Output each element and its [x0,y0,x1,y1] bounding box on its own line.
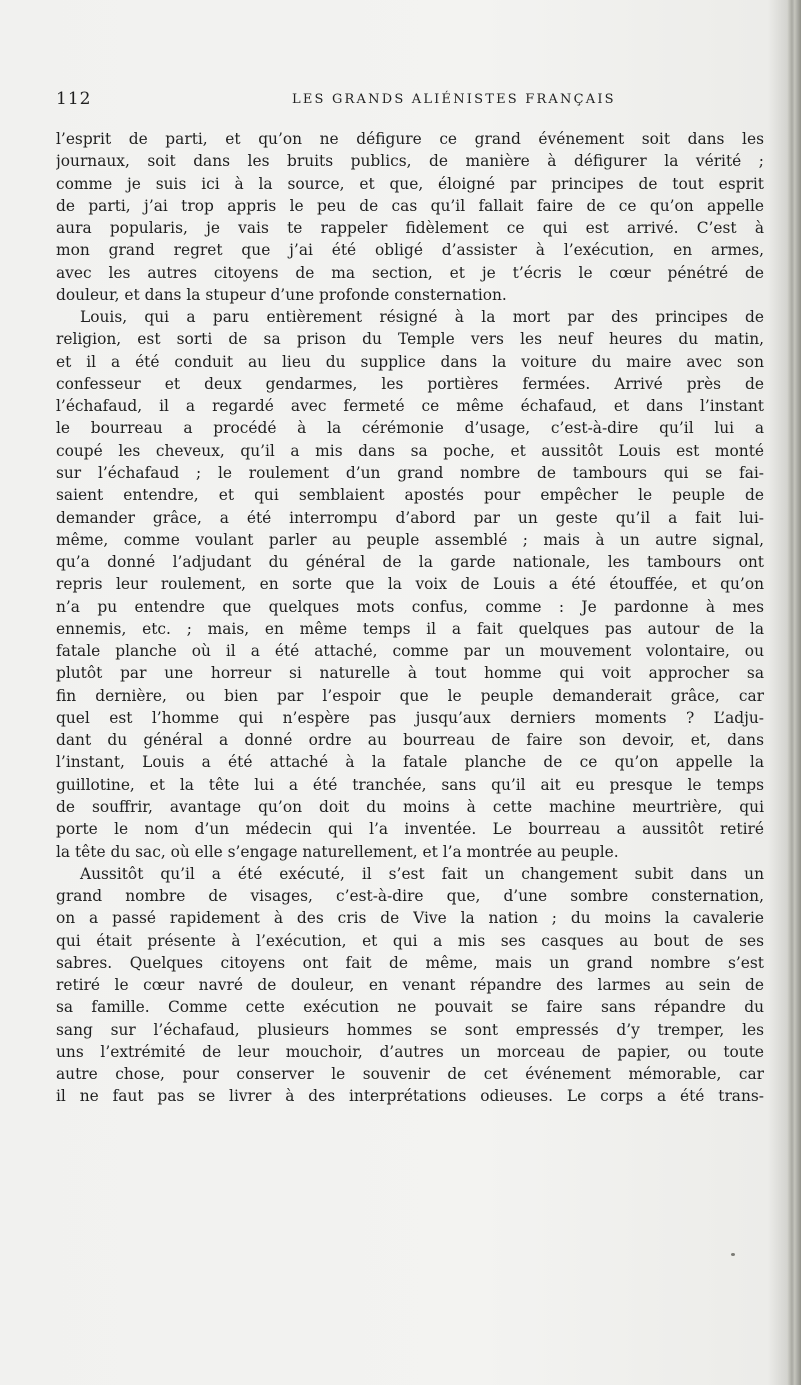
text-line: saient entendre, et qui semblaient apostés pour empêcher le peuple de [56,486,764,505]
text-line: retiré le cœur navré de douleur, en venant répandre des larmes au sein de [56,976,764,995]
text-line: Aussitôt qu’il a été exécuté, il s’est fait un changement subit dans un [80,864,764,883]
body-text [56,128,764,1108]
text-line: plutôt par une horreur si naturelle à tout homme qui voit approcher sa [56,664,764,683]
text-line: fatale planche où il a été attaché, comme par un mouvement volontaire, ou [56,642,764,661]
text-line: confesseur et deux gendarmes, les portières fermées. Arrivé près de [56,374,764,393]
text-line: et il a été conduit au lieu du supplice dans la voiture du maire avec son [56,352,764,371]
text-line: avec les autres citoyens de ma section, et je t’écris le cœur pénétré de [56,263,764,282]
text-line: de parti, j’ai trop appris le peu de cas qu’il fallait faire de ce qu’on appelle [56,196,764,215]
page-number: 112 [56,89,92,109]
text-line: demander grâce, a été interrompu d’abord par un geste qu’il a fait lui- [56,508,764,527]
text-line: douleur, et dans la stupeur d’une profonde consternation. [56,285,507,304]
text-line: même, comme voulant parler au peuple assemblé ; mais à un autre signal, [56,530,764,549]
text-line: porte le nom d’un médecin qui l’a inventée. Le bourreau a aussitôt retiré [56,820,764,839]
text-line: journaux, soit dans les bruits publics, de manière à défigurer la vérité ; [56,152,764,171]
text-line: la tête du sac, où elle s’engage naturellement, et l’a montrée au peuple. [56,842,619,861]
text-line: l’instant, Louis a été attaché à la fatale planche de ce qu’on appelle la [56,753,764,772]
page-header [56,89,764,111]
text-line: religion, est sorti de sa prison du Temple vers les neuf heures du matin, [56,330,764,349]
text-line: guillotine, et la tête lui a été tranchée, sans qu’il ait eu presque le temps [56,775,764,794]
text-line: on a passé rapidement à des cris de Vive la nation ; du moins la cavalerie [56,909,764,928]
text-line: n’a pu entendre que quelques mots confus, comme : Je pardonne à mes [56,597,764,616]
text-line: qui était présente à l’exécution, et qui a mis ses casques au bout de ses [56,931,764,950]
text-line: sang sur l’échafaud, plusieurs hommes se sont empressés d’y tremper, les [56,1020,764,1039]
text-line: dant du général a donné ordre au bourreau de faire son devoir, et, dans [56,731,764,750]
text-line: sabres. Quelques citoyens ont fait de même, mais un grand nombre s’est [56,953,764,972]
text-line: sur l’échafaud ; le roulement d’un grand nombre de tambours qui se fai- [56,463,764,482]
text-line: aura popularis, je vais te rappeler fidèlement ce qui est arrivé. C’est à [56,219,764,238]
text-line: de souffrir, avantage qu’on doit du moins à cette machine meurtrière, qui [56,797,764,816]
paper-speck [731,1253,735,1256]
text-line: comme je suis ici à la source, et que, éloigné par principes de tout esprit [56,174,764,193]
text-line: l’esprit de parti, et qu’on ne défigure ce grand événement soit dans les [56,130,764,148]
page-edge-shadow [767,0,787,1385]
text-line: il ne faut pas se livrer à des interprétations odieuses. Le corps a été trans- [56,1087,764,1106]
text-line: grand nombre de visages, c’est-à-dire que, d’une sombre consternation, [56,887,764,906]
text-line: coupé les cheveux, qu’il a mis dans sa poche, et aussitôt Louis est monté [56,441,764,460]
text-line: autre chose, pour conserver le souvenir de cet événement mémorable, car [56,1065,764,1084]
text-line: uns l’extrémité de leur mouchoir, d’autres un morceau de papier, ou toute [56,1042,764,1061]
text-line: quel est l’homme qui n’espère pas jusqu’aux derniers moments ? L’adju- [56,708,764,727]
text-line: Louis, qui a paru entièrement résigné à la mort par des principes de [80,308,764,327]
text-line: le bourreau a procédé à la cérémonie d’usage, c’est-à-dire qu’il lui a [56,419,764,438]
text-line: qu’a donné l’adjudant du général de la garde nationale, les tambours ont [56,553,764,572]
running-title: LES GRANDS ALIÉNISTES FRANÇAIS [292,92,616,107]
text-line: fin dernière, ou bien par l’espoir que le peuple demanderait grâce, car [56,686,764,705]
text-line: sa famille. Comme cette exécution ne pouvait se faire sans répandre du [56,998,764,1017]
text-line: mon grand regret que j’ai été obligé d’assister à l’exécution, en armes, [56,241,764,260]
text-line: ennemis, etc. ; mais, en même temps il a fait quelques pas autour de la [56,619,764,638]
text-line: repris leur roulement, en sorte que la voix de Louis a été étouffée, et qu’on [56,575,764,594]
text-line: l’échafaud, il a regardé avec fermeté ce même échafaud, et dans l’instant [56,397,764,416]
page-edge [787,0,801,1385]
